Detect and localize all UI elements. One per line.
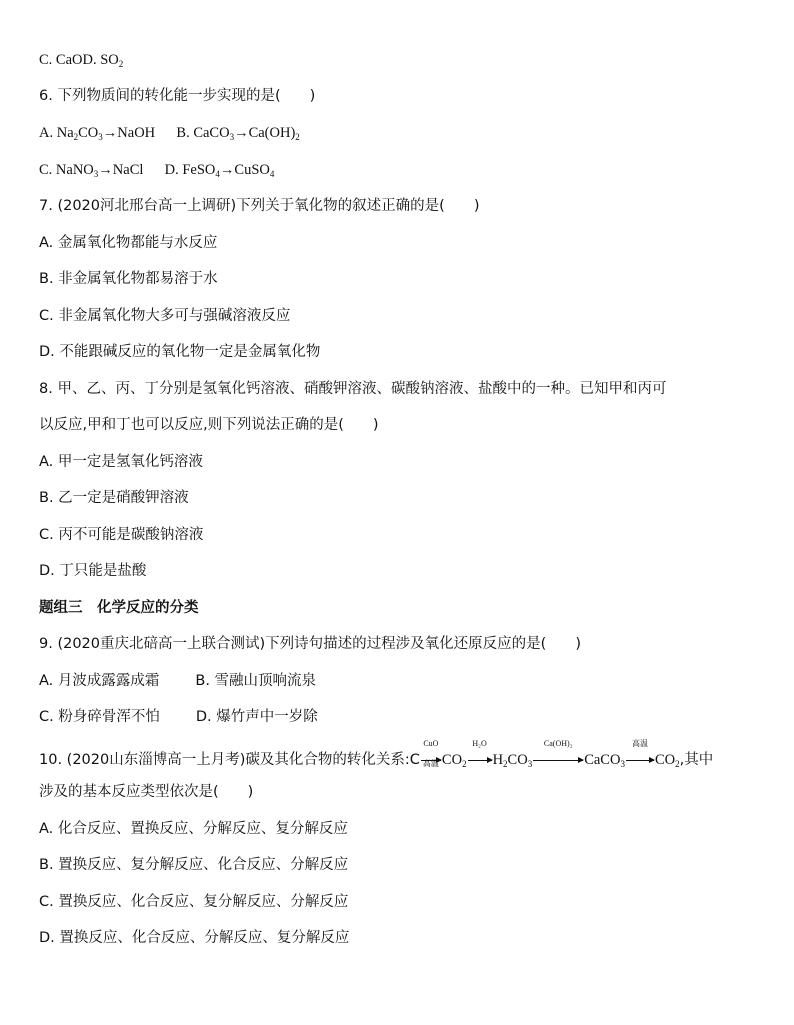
arrow-right-icon <box>468 760 492 761</box>
q8-option-a: A. 甲一定是氢氧化钙溶液 <box>39 454 203 470</box>
q10-h2co3-co: CO <box>507 752 528 768</box>
q7-option-c: C. 非金属氧化物大多可与强碱溶液反应 <box>39 308 291 324</box>
q10-co2-b-sub: 2 <box>675 759 680 769</box>
q6-a-rest: →NaOH <box>102 125 156 141</box>
q10-arrow-cuo <box>421 739 441 770</box>
q10-co2-b: CO <box>654 752 676 768</box>
q10-arrow3-top: Ca(OH)₂ <box>543 739 573 748</box>
q8-stem-line2: 以反应,甲和丁也可以反应,则下列说法正确的是( ) <box>39 417 379 433</box>
q10-option-d: D. 置换反应、化合反应、分解反应、复分解反应 <box>39 930 350 946</box>
q5-option-c-sub: 2 <box>118 59 124 69</box>
q10-stem-suffix: ,其中 <box>679 752 714 768</box>
q6-d-rest: →CuSO <box>219 162 270 178</box>
q6-a-prefix: A. Na <box>39 125 74 141</box>
q10-h2co3-sub2: 3 <box>527 759 533 769</box>
section-heading: 题组三 化学反应的分类 <box>39 600 199 616</box>
q6-a-mid: CO <box>78 125 99 141</box>
q8-stem-line1: 8. 甲、乙、丙、丁分别是氢氧化钙溶液、硝酸钾溶液、碳酸钠溶液、盐酸中的一种。已知甲和丙可 <box>39 381 667 397</box>
q10-option-c: C. 置换反应、化合反应、复分解反应、分解反应 <box>39 894 349 910</box>
q8-option-d: D. 丁只能是盐酸 <box>39 563 147 579</box>
q5-option-c-text: C. CaOD. SO <box>39 52 119 68</box>
q6-c-prefix: C. NaNO <box>39 162 94 178</box>
q6-a-sub2: 3 <box>98 132 103 142</box>
q10-caco3-sub: 3 <box>620 759 625 769</box>
q6-b-rest: →Ca(OH) <box>234 125 296 141</box>
q6-a-sub1: 2 <box>73 132 79 142</box>
q10-h2co3-sub1: 2 <box>503 759 508 769</box>
q10-arrow1-bottom: 高温 <box>422 759 439 768</box>
q6-d-sub1: 4 <box>215 169 220 179</box>
q6-b-sub1: 3 <box>229 132 235 142</box>
q7-option-d: D. 不能跟碱反应的氧化物一定是金属氧化物 <box>39 344 321 360</box>
q7-option-a: A. 金属氧化物都能与水反应 <box>39 235 218 251</box>
q6-b-prefix: B. CaCO <box>176 125 230 141</box>
q8-option-b: B. 乙一定是硝酸钾溶液 <box>39 490 189 506</box>
q7-stem: 7. (2020河北邢台高一上调研)下列关于氧化物的叙述正确的是( ) <box>39 198 480 214</box>
q7-option-b: B. 非金属氧化物都易溶于水 <box>39 271 218 287</box>
q10-arrow1-top: CuO <box>423 739 439 748</box>
q8-option-c: C. 丙不可能是碳酸钠溶液 <box>39 527 204 543</box>
q6-b-sub2: 2 <box>295 132 300 142</box>
q9-options-ab <box>39 671 316 691</box>
q6-c-sub: 3 <box>93 169 99 179</box>
q10-arrow4-top: 高温 <box>631 739 648 748</box>
arrow-right-icon <box>626 760 654 761</box>
q10-arrow-gaowen <box>626 739 654 770</box>
q6-d-prefix: D. FeSO <box>164 162 216 178</box>
q10-co2-a-sub: 2 <box>462 759 467 769</box>
q9-stem: 9. (2020重庆北碚高一上联合测试)下列诗句描述的过程涉及氧化还原反应的是( ) <box>39 636 581 652</box>
q9-option-a: A. 月波成露露成霜 <box>39 673 160 689</box>
q10-arrow-h2o <box>468 739 492 770</box>
q10-option-a: A. 化合反应、置换反应、分解反应、复分解反应 <box>39 821 348 837</box>
q6-c-rest: →NaCl <box>98 162 144 178</box>
q10-co2-a: CO <box>441 752 463 768</box>
q9-option-b: B. 雪融山顶响流泉 <box>195 673 317 689</box>
q10-h2co3-h: H <box>492 752 504 768</box>
q6-options-cd <box>39 160 274 180</box>
q10-stem-prefix: 10. (2020山东淄博高一上月考)碳及其化合物的转化关系:C <box>39 752 420 768</box>
q9-option-c: C. 粉身碎骨浑不怕 <box>39 709 160 725</box>
q10-option-b: B. 置换反应、复分解反应、化合反应、分解反应 <box>39 857 349 873</box>
q6-options-ab <box>39 123 300 143</box>
q10-arrow-caoh2 <box>533 739 583 770</box>
q9-options-cd <box>39 707 318 727</box>
q5-option-c <box>39 50 123 70</box>
q10-stem-line2: 涉及的基本反应类型依次是( ) <box>39 784 254 800</box>
arrow-right-icon <box>533 760 583 761</box>
q10-arrow2-top: H₂O <box>472 739 487 748</box>
q10-caco3: CaCO <box>584 752 621 768</box>
q6-stem: 6. 下列物质间的转化能一步实现的是( ) <box>39 88 316 104</box>
q6-d-sub2: 4 <box>269 169 275 179</box>
q9-option-d: D. 爆竹声中一岁除 <box>195 709 318 725</box>
q10-stem-line1 <box>39 739 714 770</box>
